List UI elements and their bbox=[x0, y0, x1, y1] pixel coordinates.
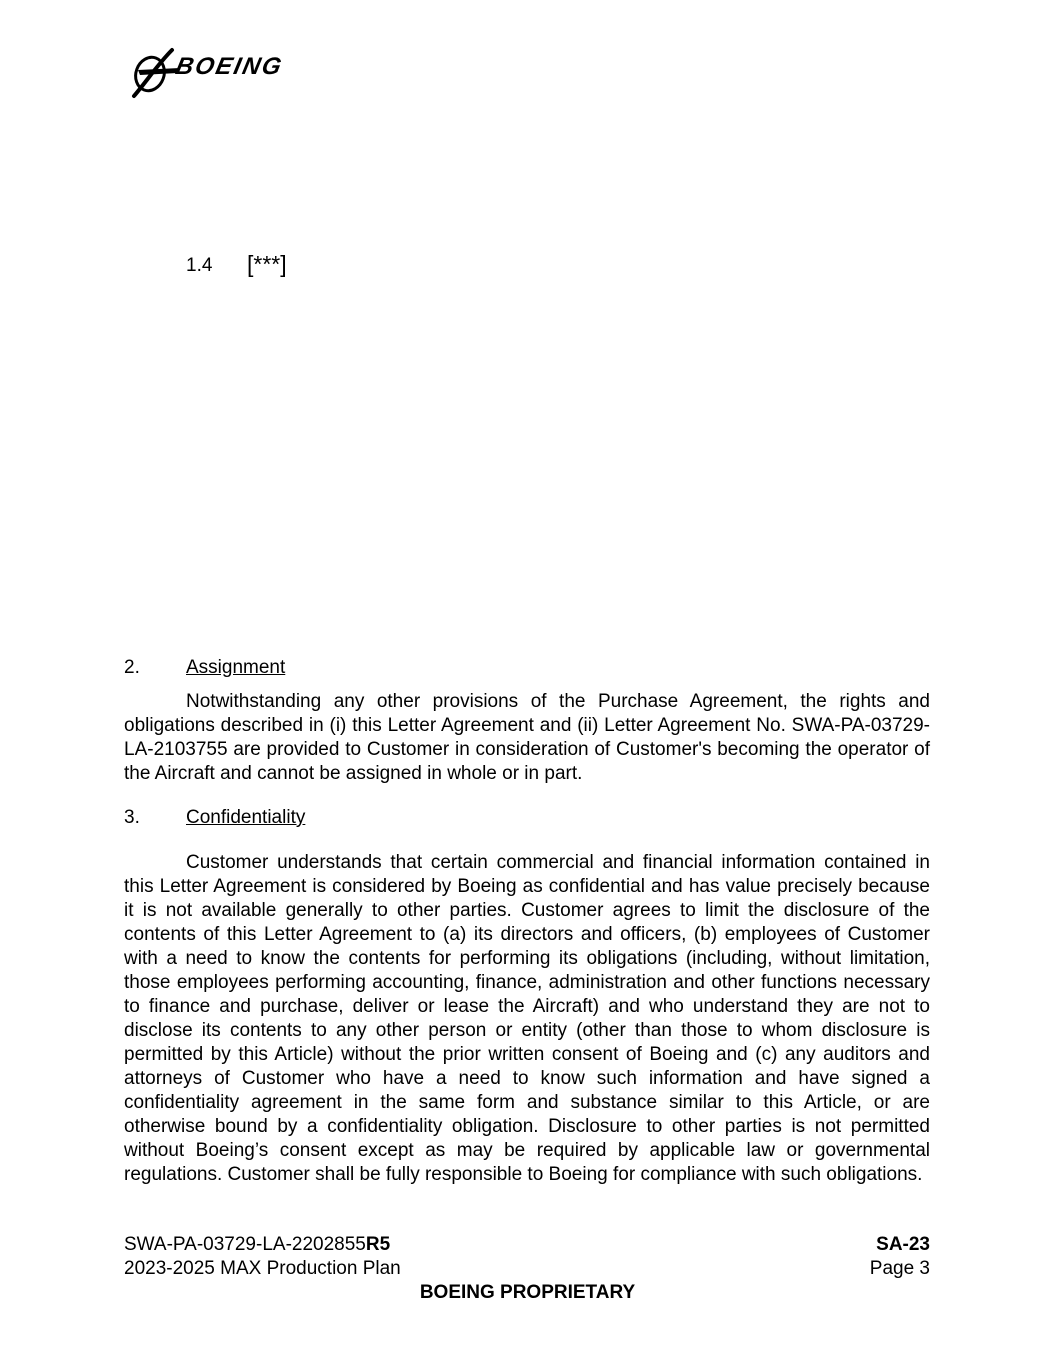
page-footer bbox=[124, 1233, 930, 1281]
assignment-paragraph: Notwithstanding any other provisions of the Purchase Agreement, the rights and obligations described in (i) this Letter Agreement and (ii) Letter Agreement No. SWA-PA-03729-LA-2103755 are provided to Customer in consideration of Customer's becoming the operator of the Aircraft and cannot be assigned in whole or in part. bbox=[124, 691, 930, 784]
section-3-body bbox=[124, 851, 930, 1187]
page-number: Page 3 bbox=[869, 1258, 930, 1279]
section-1-4 bbox=[186, 251, 287, 277]
doc-title: 2023-2025 MAX Production Plan bbox=[124, 1258, 401, 1279]
supplement-number: SA-23 bbox=[876, 1234, 930, 1255]
redacted-text: [***] bbox=[247, 251, 287, 277]
doc-revision: R5 bbox=[365, 1234, 391, 1255]
boeing-wordmark: BOEING bbox=[173, 53, 286, 80]
proprietary-label: BOEING PROPRIETARY bbox=[419, 1282, 636, 1303]
section-3-heading bbox=[124, 806, 305, 830]
doc-reference bbox=[124, 1233, 390, 1257]
section-1-4-number: 1.4 bbox=[186, 255, 213, 276]
section-3-number: 3. bbox=[124, 807, 140, 828]
section-2-number: 2. bbox=[124, 657, 140, 678]
boeing-logo bbox=[128, 44, 338, 100]
section-2-heading bbox=[124, 656, 285, 680]
section-3-title: Confidentiality bbox=[186, 807, 306, 828]
confidentiality-paragraph: Customer understands that certain commercial and financial information contained in this Letter Agreement is considered by Boeing as confidential and has value precisely because it is not available generally to other parties. Customer agrees to limit the disclosure of the contents of this Letter Agreement to (a) its directors and officers, (b) employees of Customer with a need to know the contents for performing its obligations (including, without limitation, those employees performing accounting, finance, administration and other functions necessary to finance and purchase, deliver or lease the Aircraft) and who understand they are not to disclose its contents to any other person or entity (other than those to whom disclosure is permitted by this Article) without the prior written consent of Boeing and (c) any auditors and attorneys of Customer who have a need to know such information and have signed a confidentiality agreement in the same form and substance similar to this Article, or are otherwise bound by a confidentiality obligation. Disclosure to other parties is not permitted without Boeing’s consent except as may be required by applicable law or governmental regulations. Customer shall be fully responsible to Boeing for compliance with such obligations. bbox=[124, 852, 930, 1185]
doc-number: SWA-PA-03729-LA-2202855 bbox=[124, 1234, 366, 1255]
section-2-body bbox=[124, 690, 930, 786]
section-2-title: Assignment bbox=[186, 657, 286, 678]
